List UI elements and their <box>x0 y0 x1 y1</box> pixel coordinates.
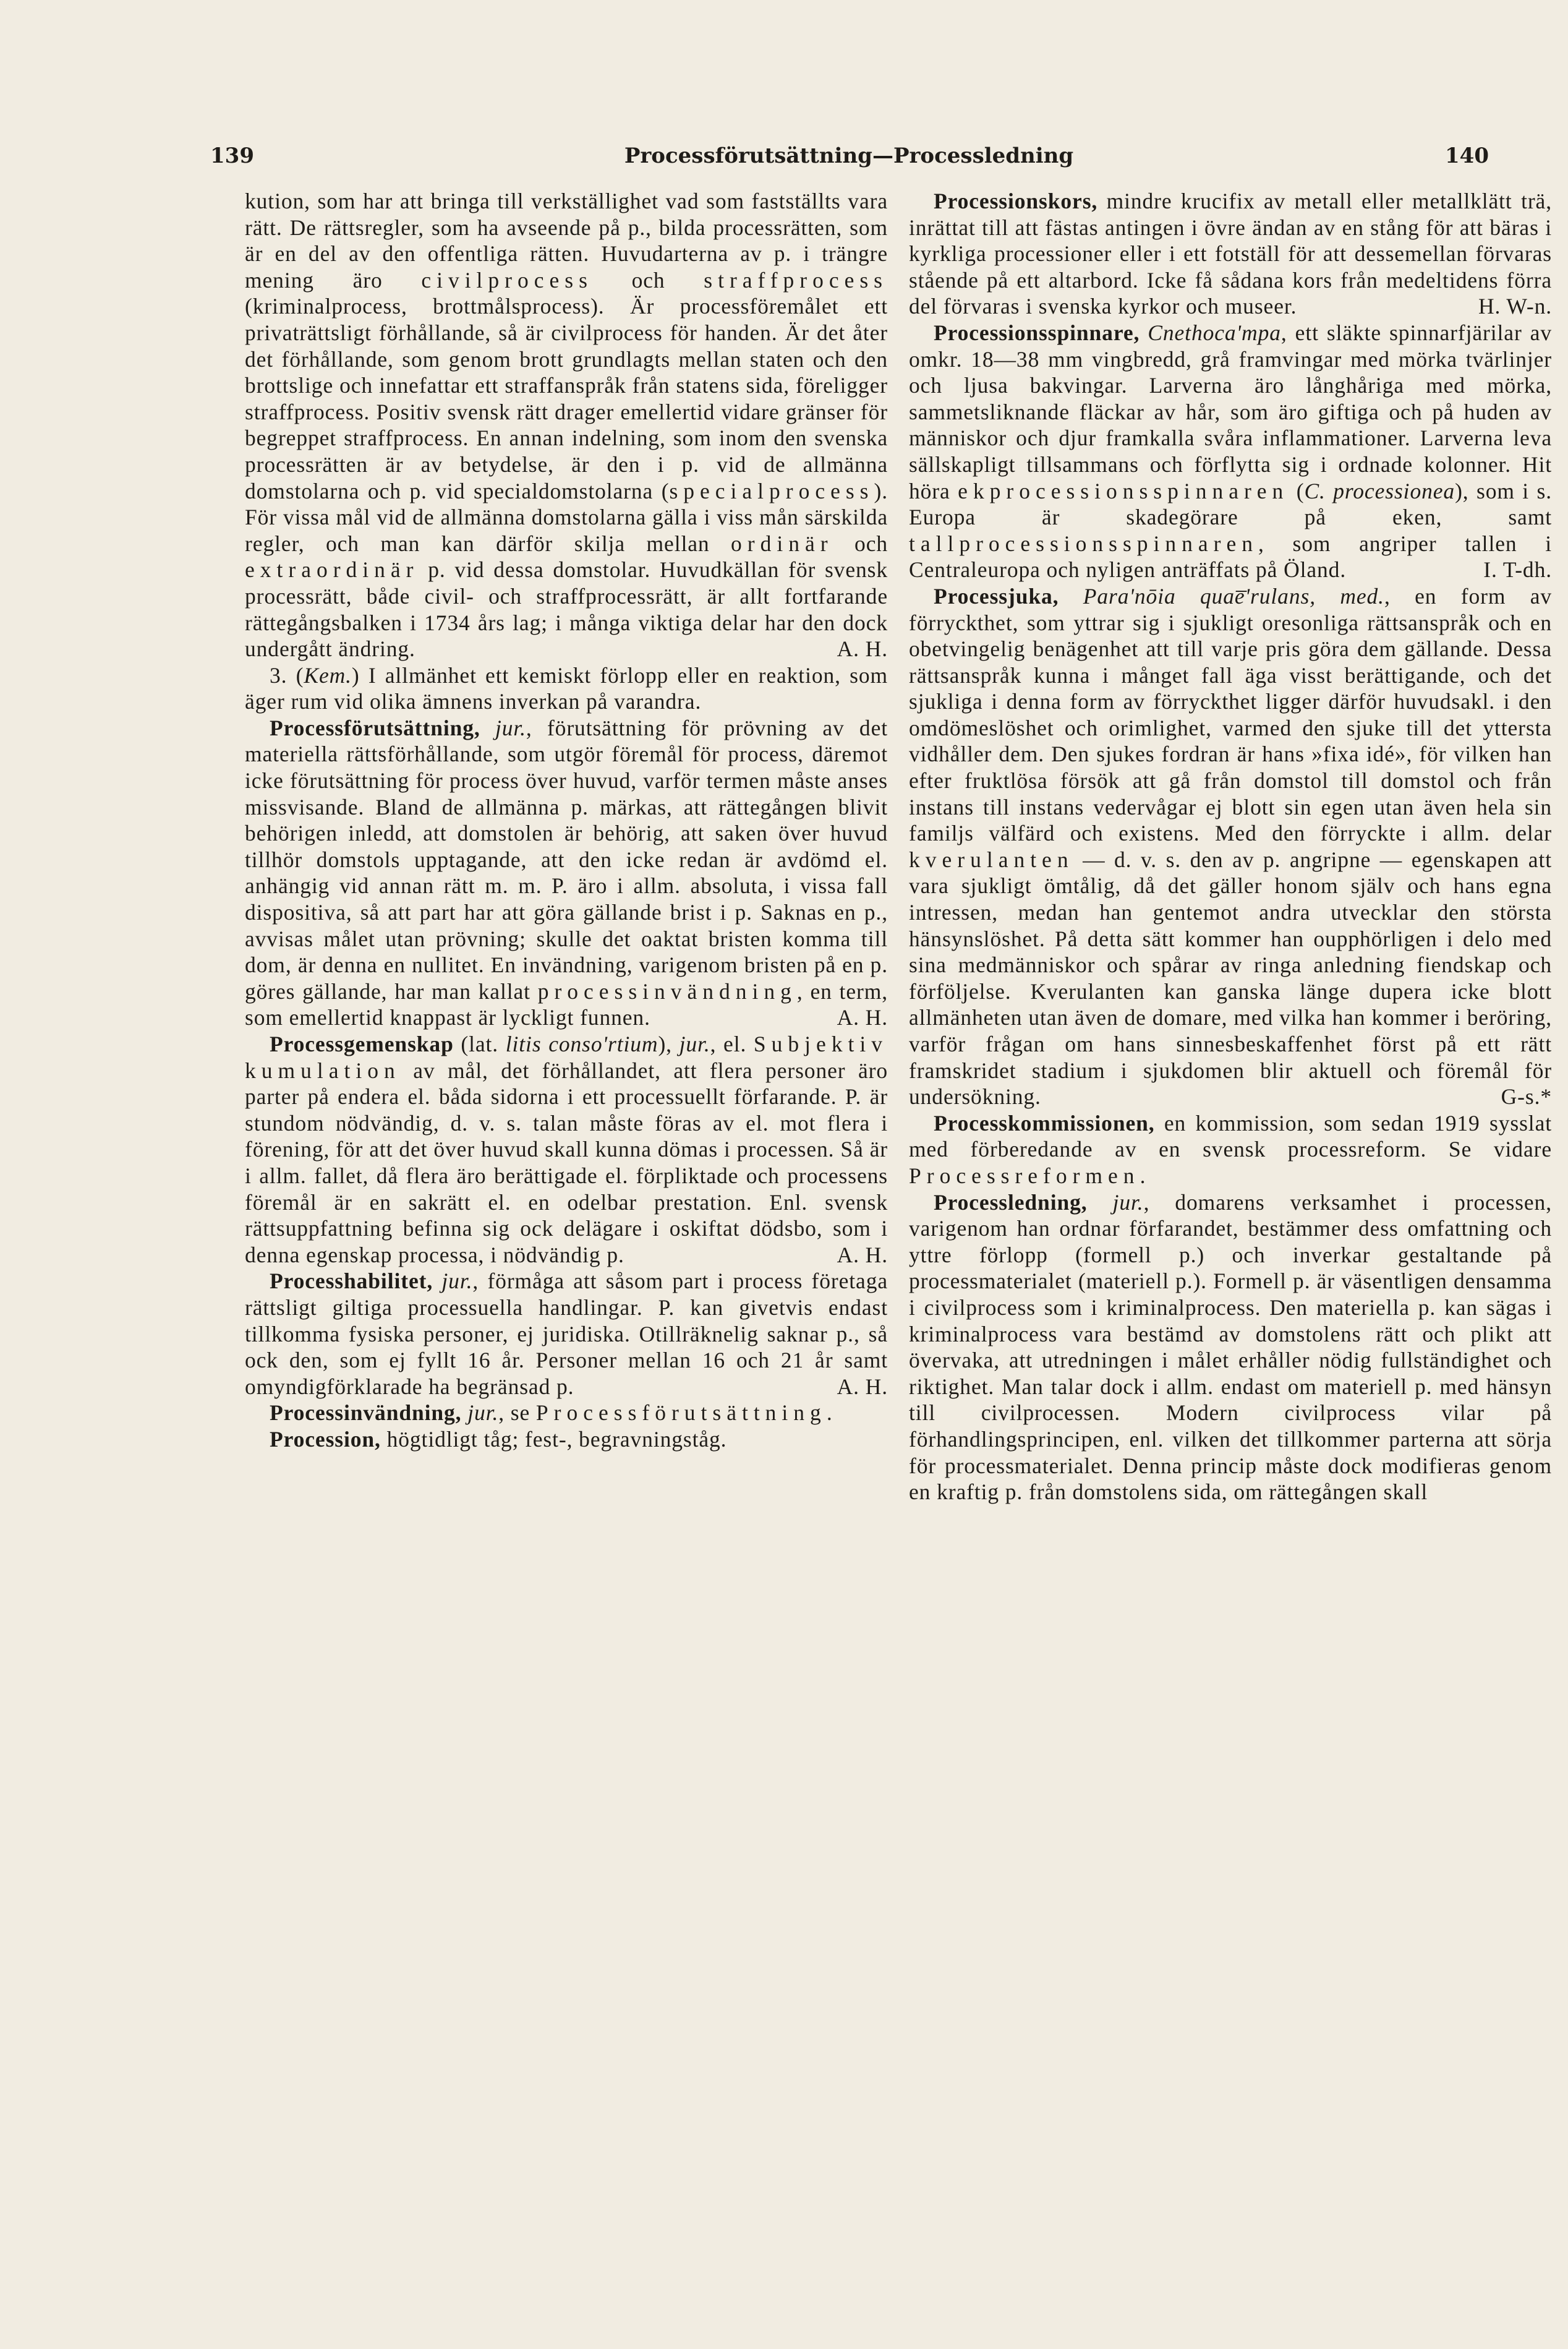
entry-processionsspinnare: Processionsspinnare, Cnethoca'mpa, ett släkte spinnarfjärilar av omkr. 18—38 mm vingbredd, grå framvingar med mörka tvärlinjer och ljusa bakvingar. Larverna äro långhåriga med mörka, sammetsliknande fläckar av hår, som äro giftiga och på huden av människor och djur framkalla svåra inflammationer. Larverna leva sällskapligt tillsammans och förflytta sig i ordnade kolonner. Hit höra ekprocessionsspinnaren (C. processionea), som i s. Europa är skadegörare på eken, samt tallprocessionsspinnaren, som angriper tallen i Centraleuropa och nyligen anträffats på Öland. I. T-dh. <box>909 320 1552 583</box>
entry-processgemenskap: Processgemenskap (lat. litis conso'rtium), jur., el. Subjektiv kumulation av mål, det förhållandet, att flera personer äro parter på endera el. båda sidorna i ett processuellt förfarande. P. är stundom nödvändig, d. v. s. talan måste föras av el. mot flera i förening, för att det över huvud skall kunna dömas i processen. Så är i allm. fallet, då flera äro berättigade el. förpliktade och processens föremål är en sakrätt el. en odelbar prestation. Enl. svensk rättsuppfattning befinna sig ock delägare i oskiftat dödsbo, som i denna egenskap processa, i nödvändig p. A. H. <box>245 1032 888 1267</box>
signature: H. W-n. <box>1478 294 1552 319</box>
headword: Processionskors, <box>934 189 1098 213</box>
headword: Processledning, <box>934 1189 1088 1215</box>
headword: Processionsspinnare, <box>934 320 1140 345</box>
entry-processionskors: Processionskors, mindre krucifix av metall eller metallklätt trä, inrättat till att fästas antingen i övre ändan av en stång för att bäras i kyrkliga processioner eller i ett fotställ för att dessemellan förvaras stående på ett altarbord. Icke få sådana kors från medeltidens förra del förvaras i svenska kyrkor och museer. H. W-n. <box>909 189 1552 319</box>
entry-processkommissionen: Processkommissionen, en kommission, som sedan 1919 sysslat med förberedande av en svensk processreform. Se vidare Processreformen. <box>909 1110 1552 1188</box>
signature: A. H. <box>837 1374 888 1399</box>
paragraph-continued: kution, som har att bringa till verkställighet vad som fastställts vara rätt. De rättsregler, som ha avseende på p., bilda processrätten, som är en del av den offentliga rätten. Huvudarterna av p. i trängre mening äro civilprocess och straffprocess (kriminalprocess, brottmålsprocess). Är processföremålet ett privaträttsligt förhållande, så är civilprocess för handen. Är det åter det förhållande, som genom brott grundlagts mellan staten och den brottslige och innefattar ett straffanspråk från statens sida, föreligger straffprocess. Positiv svensk rätt drager emellertid vidare gränser för begreppet straffprocess. En annan indelning, som inom den svenska processrätten är av betydelse, är den i p. vid de allmänna domstolarna och p. vid specialdomstolarna (specialprocess). För vissa mål vid de allmänna domstolarna gälla i viss mån särskilda regler, och man kan därför skilja mellan ordinär och extraordinär p. vid dessa domstolar. Huvudkällan för svensk processrätt, både civil- och straffprocessrätt, är allt fortfarande rättegångsbalken i 1734 års lag; i många viktiga delar har den dock undergått ändring. A. H. <box>245 189 888 662</box>
headword: Processhabilitet, <box>270 1269 433 1294</box>
entry-processjuka: Processjuka, Para'nōia quae̅'rulans, med., en form av förryckthet, som yttrar sig i sjukligt oresonliga rättsanspråk och en obetvingelig benägenhet att till varje pris göra dem gällande. Dessa rättsanspråk kunna i månget fall äga visst berättigande, och det sjukliga i denna form av förryckthet ligger därför huvudsakl. i den omdömeslöshet och orimlighet, varmed den sjuke till det yttersta vidhåller dem. Den sjukes fordran är hans »fixa idé», för vilken han efter fruktlösa försök att gå från domstol till domstol och från instans till instans vedervågar ej blott sin egen utan även hela sin familjs välfärd och existens. Med den förryckte i allm. delar kverulanten — d. v. s. den av p. angripne — egenskapen att vara sjukligt ömtålig, då det gäller honom själv och hans egna intressen, medan han gentemot andra utvecklar den största hänsynslöshet. På detta sätt kommer han oupphörligen i delo med sina medmänniskor och spårar av ringa anledning fiendskap och förföljelse. Kverulanten kan ganska länge dupera icke blott allmänheten utan även de domare, med vilka han kommer i beröring, varför frågan om hans sinnesbeskaffenhet först på ett rätt framskridet stadium i sjukdomen blir aktuell och föremål för undersökning. G-s.* <box>909 583 1552 1110</box>
headword: Procession, <box>270 1426 381 1452</box>
paragraph-definition-3: 3. (Kem.) I allmänhet ett kemiskt förlopp eller en reaktion, som äger rum vid olika ämnens inverkan på varandra. <box>245 662 888 714</box>
entry-processledning: Processledning, jur., domarens verksamhet i processen, varigenom han ordnar förfarandet, bestämmer dess omfattning och yttre förlopp (formell p.) och inverkar gestaltande på processmaterialet (materiell p.). Formell p. är väsentligen densamma i civilprocess som i kriminalprocess. Den materiella p. kan sägas i kriminalprocess vara bestämd av domstolens rätt och plikt att övervaka, att utredningen i målet erhåller nödig fullständighet och riktighet. Man talar dock i allm. endast om materiell p. med hänsyn till civilprocessen. Modern civilprocess vilar på förhandlingsprincipen, enl. vilken det tillkommer parterna att sörja för processmaterialet. Denna princip måste dock modifieras genom en kraftig p. från domstolens sida, om rättegången skall <box>909 1189 1552 1505</box>
signature: A. H. <box>837 1242 888 1267</box>
headword: Processförutsättning, <box>270 715 480 740</box>
signature: I. T-dh. <box>1483 557 1552 583</box>
signature: G-s.* <box>1501 1084 1552 1110</box>
page-number-right: 140 <box>1445 143 1489 168</box>
right-column <box>909 188 1552 2254</box>
headword: Processjuka, <box>934 583 1059 609</box>
headword: Processinvändning, <box>270 1400 462 1426</box>
entry-processforutsattning: Processförutsättning, jur., förutsättning för prövning av det materiella rättsförhållande, som utgör föremål för process, däremot icke förutsättning för process över huvud, varför termen måste anses missvisande. Bland de allmänna p. märkas, att rättegången blivit behörigen inledd, att domstolen är behörig, att saken över huvud tillhör domstols upptagande, att den icke redan är avdömd el. anhängig vid annan rätt m. m. P. äro i allm. absoluta, i vissa fall dispositiva, så att part har att göra gällande brist i p. Saknas en p., avvisas målet utan prövning; skulle det oaktat bristen komma till dom, är denna en nullitet. En invändning, varigenom bristen på en p. göres gällande, har man kallat processinvändning, en term, som emellertid knappast är lyckligt funnen. A. H. <box>245 715 888 1030</box>
entry-processinvandning: Processinvändning, jur., se Processförutsättning. <box>270 1400 833 1426</box>
running-title: Processförutsättning—Processledning <box>624 143 1074 168</box>
page-number-left: 139 <box>210 143 254 168</box>
page-header <box>204 143 1494 181</box>
left-column <box>245 188 888 2254</box>
headword: Processkommissionen, <box>934 1110 1155 1136</box>
signature: A. H. <box>837 636 888 662</box>
headword: Processgemenskap <box>270 1032 454 1056</box>
signature: A. H. <box>837 1005 888 1030</box>
entry-processhabilitet: Processhabilitet, jur., förmåga att såsom part i process företaga rättsligt giltiga processuella handlingar. P. kan givetvis endast tillkomma fysiska personer, ej juridiska. Otillräknelig saknar p., så ock den, som ej fyllt 16 år. Personer mellan 16 och 21 år samt omyndigförklarade ha begränsad p. A. H. <box>245 1269 888 1399</box>
entry-procession: Procession, högtidligt tåg; fest-, begravningståg. <box>270 1426 727 1452</box>
